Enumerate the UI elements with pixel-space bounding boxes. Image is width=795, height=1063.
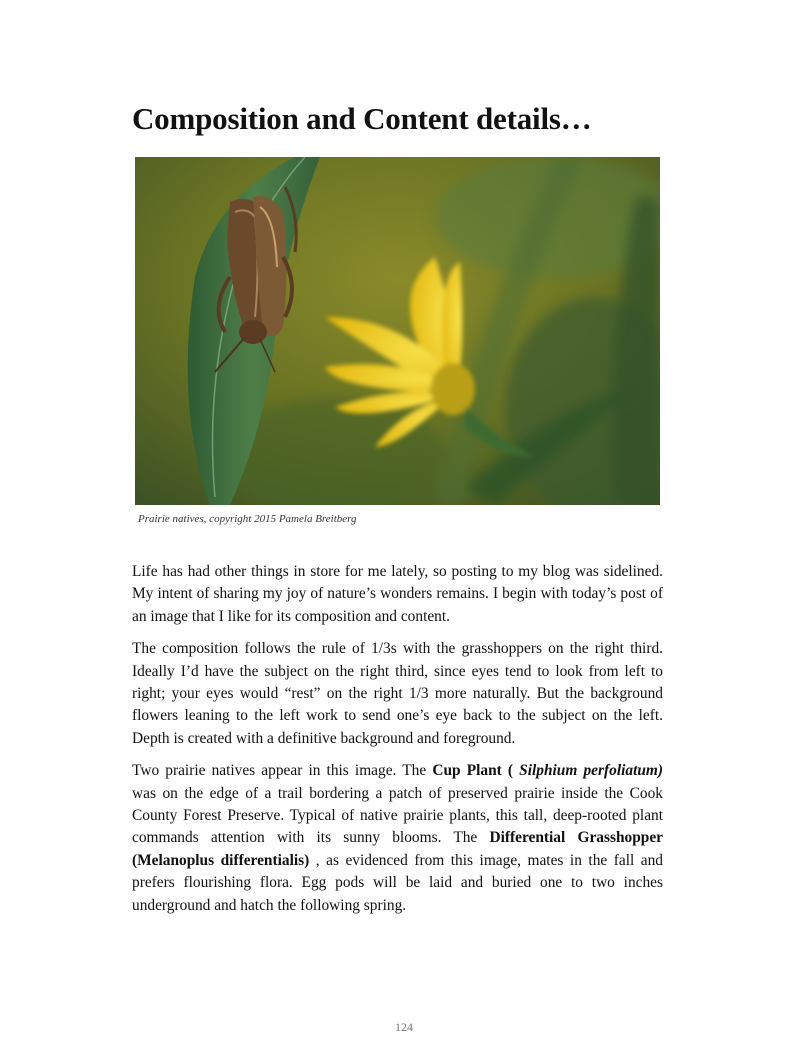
prairie-photo bbox=[135, 157, 660, 505]
plant-common-name: Cup Plant ( bbox=[432, 762, 514, 780]
page-title: Composition and Content details… bbox=[132, 101, 592, 136]
insect-description-text: , as evidenced from this image, mates in the fall and prefers flourishing flora. Egg pods will be laid and buried one to two inches underground and hatch the following spring. bbox=[132, 851, 663, 914]
paragraph-composition: The composition follows the rule of 1/3s with the grasshoppers on the right third. Ideally I’d have the subject on the right third, since eyes tend to look from left to right; your eyes would “rest” on the right 1/3 more naturally. But the background flowers leaning to the left work to send one’s eye back to the subject on the left. Depth is created with a definitive background and foreground. bbox=[132, 640, 663, 747]
article-body bbox=[132, 561, 663, 927]
plant-latin-name: Silphium perfoliatum) bbox=[513, 762, 663, 780]
species-intro-text: Two prairie natives appear in this image. The bbox=[132, 762, 433, 780]
page-number: 124 bbox=[395, 1020, 413, 1034]
plant-description-text: was on the edge of a trail bordering a patch of preserved prairie inside the Cook County Forest Preserve. Typical of native prairie plants, this tall, deep-rooted plant commands attention with its sunny blooms. The bbox=[132, 784, 663, 847]
paragraph-species bbox=[132, 760, 663, 917]
grasshopper-on-leaf-with-yellow-flower-photo bbox=[135, 157, 660, 505]
photo-caption: Prairie natives, copyright 2015 Pamela Breitberg bbox=[138, 513, 357, 525]
paragraph-intro: Life has had other things in store for me lately, so posting to my blog was sidelined. My intent of sharing my joy of nature’s wonders remains. I begin with today’s post of an image that I like for its composition and content. bbox=[132, 563, 663, 625]
insect-name: Differential Grasshopper (Melanoplus differentialis) bbox=[132, 829, 663, 869]
